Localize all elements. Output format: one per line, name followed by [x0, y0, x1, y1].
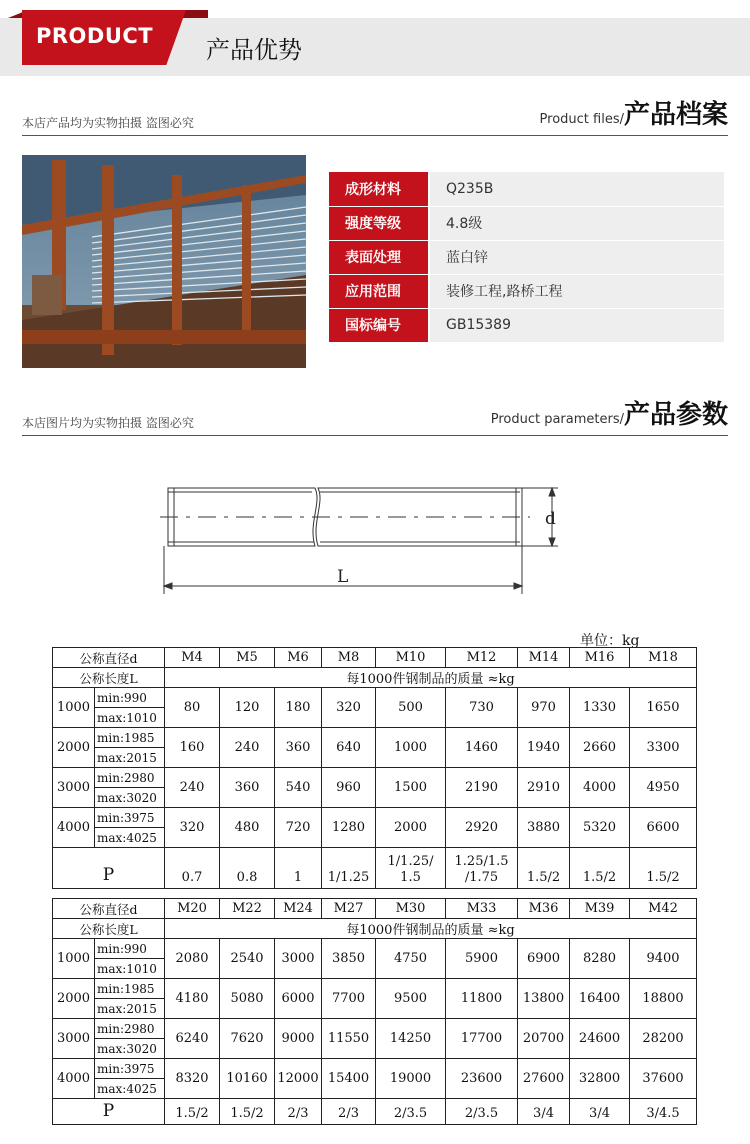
section-title-en: Product parameters/ [490, 412, 624, 427]
mass-cell: 1460 [446, 728, 518, 768]
mass-cell: 27600 [518, 1059, 570, 1099]
mass-cell: 1330 [570, 688, 630, 728]
mass-cell: 960 [322, 768, 376, 808]
spec-row [329, 172, 724, 206]
size-cell: M20 [165, 899, 220, 919]
mass-cell: 120 [220, 688, 275, 728]
length-row [53, 688, 697, 708]
mass-cell: 1650 [630, 688, 697, 728]
length-max: max:1010 [95, 708, 165, 728]
pitch-cell [220, 848, 275, 889]
length-label: 公称长度L [53, 919, 165, 939]
pitch-line: 0.7 [181, 869, 203, 885]
banner-label: PRODUCT [36, 24, 154, 48]
section-title [491, 394, 728, 431]
size-header-row [53, 899, 697, 919]
mass-cell: 720 [275, 808, 322, 848]
pitch-cell [630, 1099, 697, 1125]
length-row [53, 939, 697, 959]
mass-cell: 28200 [630, 1019, 697, 1059]
section-heading-files [22, 92, 728, 136]
pitch-line: 2/3 [338, 1105, 359, 1121]
mass-cell: 4950 [630, 768, 697, 808]
length-value: 1000 [53, 939, 95, 979]
length-value: 4000 [53, 808, 95, 848]
size-cell: M36 [518, 899, 570, 919]
diameter-label: 公称直径d [53, 899, 165, 919]
table2-body [53, 939, 697, 1125]
mass-cell: 1500 [376, 768, 446, 808]
size-cell: M27 [322, 899, 376, 919]
pitch-cell [376, 1099, 446, 1125]
pitch-cell [322, 848, 376, 889]
section-title-en: Product files/ [539, 112, 624, 127]
length-max: max:3020 [95, 788, 165, 808]
mass-cell: 500 [376, 688, 446, 728]
mass-cell: 180 [275, 688, 322, 728]
pitch-cell [446, 1099, 518, 1125]
length-max: max:1010 [95, 959, 165, 979]
size-cell: M6 [275, 648, 322, 668]
mass-cell: 730 [446, 688, 518, 728]
length-row [53, 808, 697, 828]
length-max: max:4025 [95, 828, 165, 848]
size-cell: M16 [570, 648, 630, 668]
section-title [540, 94, 728, 131]
mass-cell: 1940 [518, 728, 570, 768]
banner-title: 产品优势 [206, 36, 302, 64]
pitch-line: 1.5/2 [582, 869, 617, 885]
mass-cell: 32800 [570, 1059, 630, 1099]
length-header-row [53, 668, 697, 688]
pitch-cell [165, 1099, 220, 1125]
length-max: max:2015 [95, 748, 165, 768]
pitch-cell [165, 848, 220, 889]
spec-key: 国标编号 [329, 308, 429, 342]
size-cell: M42 [630, 899, 697, 919]
length-value: 2000 [53, 979, 95, 1019]
size-cell: M18 [630, 648, 697, 668]
pitch-row [53, 848, 697, 889]
mass-label: 每1000件钢制品的质量 ≈kg [165, 919, 697, 939]
pitch-line: 2/3.5 [393, 1105, 428, 1121]
mass-cell: 20700 [518, 1019, 570, 1059]
length-row [53, 1059, 697, 1079]
length-min: min:3975 [95, 1059, 165, 1079]
mass-cell: 16400 [570, 979, 630, 1019]
spec-key: 应用范围 [329, 274, 429, 308]
size-header-row [53, 648, 697, 668]
mass-cell: 6900 [518, 939, 570, 979]
mass-cell: 480 [220, 808, 275, 848]
section-note: 本店产品均为实物拍摄 盗图必究 [22, 116, 194, 130]
spec-key: 强度等级 [329, 206, 429, 240]
spec-key: 表面处理 [329, 240, 429, 274]
length-row [53, 768, 697, 788]
mass-cell: 8280 [570, 939, 630, 979]
mass-cell: 37600 [630, 1059, 697, 1099]
pitch-line: 2/3.5 [464, 1105, 499, 1121]
mass-cell: 17700 [446, 1019, 518, 1059]
size-cell: M22 [220, 899, 275, 919]
spec-value: 4.8级 [429, 206, 724, 240]
mass-cell: 640 [322, 728, 376, 768]
product-photo [22, 155, 306, 368]
pitch-label: P [53, 848, 165, 889]
factory-photo-illustration [22, 155, 306, 368]
mass-cell: 3880 [518, 808, 570, 848]
length-value: 2000 [53, 728, 95, 768]
mass-label: 每1000件钢制品的质量 ≈kg [165, 668, 697, 688]
size-cell: M14 [518, 648, 570, 668]
l-dimension-label: L [337, 567, 349, 587]
mass-cell: 15400 [322, 1059, 376, 1099]
mass-cell: 18800 [630, 979, 697, 1019]
mass-cell: 240 [165, 768, 220, 808]
pitch-cell [570, 848, 630, 889]
spec-row [329, 206, 724, 240]
spec-value: Q235B [429, 172, 724, 206]
mass-cell: 6240 [165, 1019, 220, 1059]
pitch-line: 3/4 [533, 1105, 554, 1121]
mass-cell: 23600 [446, 1059, 518, 1099]
mass-cell: 6600 [630, 808, 697, 848]
mass-cell: 13800 [518, 979, 570, 1019]
length-header-row [53, 919, 697, 939]
pitch-line: /1.75 [464, 869, 499, 885]
spec-key: 成形材料 [329, 172, 429, 206]
length-value: 3000 [53, 1019, 95, 1059]
pitch-cell [220, 1099, 275, 1125]
length-min: min:1985 [95, 979, 165, 999]
pitch-cell [518, 848, 570, 889]
spec-table [329, 172, 724, 343]
mass-cell: 3000 [275, 939, 322, 979]
table1-body [53, 688, 697, 889]
mass-cell: 2910 [518, 768, 570, 808]
pitch-row [53, 1099, 697, 1125]
size-cell: M30 [376, 899, 446, 919]
mass-cell: 5080 [220, 979, 275, 1019]
mass-cell: 8320 [165, 1059, 220, 1099]
mass-cell: 12000 [275, 1059, 322, 1099]
size-cell: M33 [446, 899, 518, 919]
mass-cell: 9400 [630, 939, 697, 979]
mass-cell: 2920 [446, 808, 518, 848]
length-min: min:2980 [95, 768, 165, 788]
spec-row [329, 308, 724, 342]
section-title-cn: 产品档案 [623, 100, 728, 130]
pitch-line: 1.5/2 [230, 1105, 264, 1121]
section-heading-params [22, 392, 728, 436]
length-value: 4000 [53, 1059, 95, 1099]
pitch-cell [275, 1099, 322, 1125]
length-min: min:1985 [95, 728, 165, 748]
length-min: min:990 [95, 688, 165, 708]
mass-cell: 5320 [570, 808, 630, 848]
threaded-rod-drawing [150, 478, 570, 598]
pitch-line: 0.8 [236, 869, 258, 885]
pitch-cell [322, 1099, 376, 1125]
pitch-cell [376, 848, 446, 889]
length-row [53, 1019, 697, 1039]
pitch-line: 3/4 [589, 1105, 610, 1121]
mass-cell: 160 [165, 728, 220, 768]
mass-cell: 2660 [570, 728, 630, 768]
length-min: min:990 [95, 939, 165, 959]
mass-cell: 7620 [220, 1019, 275, 1059]
length-min: min:2980 [95, 1019, 165, 1039]
mass-cell: 14250 [376, 1019, 446, 1059]
mass-cell: 5900 [446, 939, 518, 979]
mass-cell: 7700 [322, 979, 376, 1019]
spec-row [329, 240, 724, 274]
mass-cell: 240 [220, 728, 275, 768]
pitch-line: 1.5/2 [526, 869, 561, 885]
mass-cell: 3850 [322, 939, 376, 979]
mass-cell: 3300 [630, 728, 697, 768]
section-note: 本店图片均为实物拍摄 盗图必究 [22, 416, 194, 430]
pitch-cell [446, 848, 518, 889]
mass-cell: 360 [220, 768, 275, 808]
length-max: max:2015 [95, 999, 165, 1019]
params-table-2 [52, 898, 697, 1125]
pitch-cell [570, 1099, 630, 1125]
size-cell: M10 [376, 648, 446, 668]
pitch-label: P [53, 1099, 165, 1125]
pitch-cell [630, 848, 697, 889]
size-cell: M8 [322, 648, 376, 668]
pitch-line: 1 [293, 869, 303, 885]
pitch-line: 1.5/2 [175, 1105, 209, 1121]
size-cell: M12 [446, 648, 518, 668]
length-max: max:4025 [95, 1079, 165, 1099]
pitch-line: 1.5/2 [646, 869, 680, 885]
size-cell: M5 [220, 648, 275, 668]
pitch-line: 1.25/1.5 [454, 853, 509, 869]
mass-cell: 360 [275, 728, 322, 768]
length-value: 1000 [53, 688, 95, 728]
mass-cell: 10160 [220, 1059, 275, 1099]
pitch-line: 1/1.25/ [387, 853, 434, 869]
mass-cell: 1000 [376, 728, 446, 768]
pitch-line: 1.5 [400, 869, 421, 885]
mass-cell: 9000 [275, 1019, 322, 1059]
length-label: 公称长度L [53, 668, 165, 688]
header-banner [0, 0, 750, 80]
d-dimension-label: d [545, 509, 556, 529]
mass-cell: 540 [275, 768, 322, 808]
mass-cell: 2080 [165, 939, 220, 979]
mass-cell: 24600 [570, 1019, 630, 1059]
length-row [53, 979, 697, 999]
mass-cell: 320 [165, 808, 220, 848]
length-value: 3000 [53, 768, 95, 808]
mass-cell: 320 [322, 688, 376, 728]
size-cell: M39 [570, 899, 630, 919]
pitch-line: 3/4.5 [646, 1105, 680, 1121]
section-title-cn: 产品参数 [623, 400, 728, 430]
mass-cell: 9500 [376, 979, 446, 1019]
spec-row [329, 274, 724, 308]
pitch-line: 1/1.25 [327, 869, 370, 885]
spec-value: 蓝白锌 [429, 240, 724, 274]
mass-cell: 2190 [446, 768, 518, 808]
mass-cell: 11550 [322, 1019, 376, 1059]
diameter-label: 公称直径d [53, 648, 165, 668]
mass-cell: 2000 [376, 808, 446, 848]
mass-cell: 80 [165, 688, 220, 728]
mass-cell: 19000 [376, 1059, 446, 1099]
length-max: max:3020 [95, 1039, 165, 1059]
mass-cell: 11800 [446, 979, 518, 1019]
pitch-cell [518, 1099, 570, 1125]
params-table-1 [52, 647, 697, 889]
unit-label: 单位：kg [580, 633, 640, 649]
spec-value: GB15389 [429, 308, 724, 342]
mass-cell: 2540 [220, 939, 275, 979]
mass-cell: 6000 [275, 979, 322, 1019]
pitch-line: 2/3 [287, 1105, 309, 1121]
spec-value: 装修工程,路桥工程 [429, 274, 724, 308]
mass-cell: 4750 [376, 939, 446, 979]
length-row [53, 728, 697, 748]
mass-cell: 4000 [570, 768, 630, 808]
mass-cell: 4180 [165, 979, 220, 1019]
mass-cell: 970 [518, 688, 570, 728]
mass-cell: 1280 [322, 808, 376, 848]
size-cell: M24 [275, 899, 322, 919]
length-min: min:3975 [95, 808, 165, 828]
pitch-cell [275, 848, 322, 889]
size-cell: M4 [165, 648, 220, 668]
